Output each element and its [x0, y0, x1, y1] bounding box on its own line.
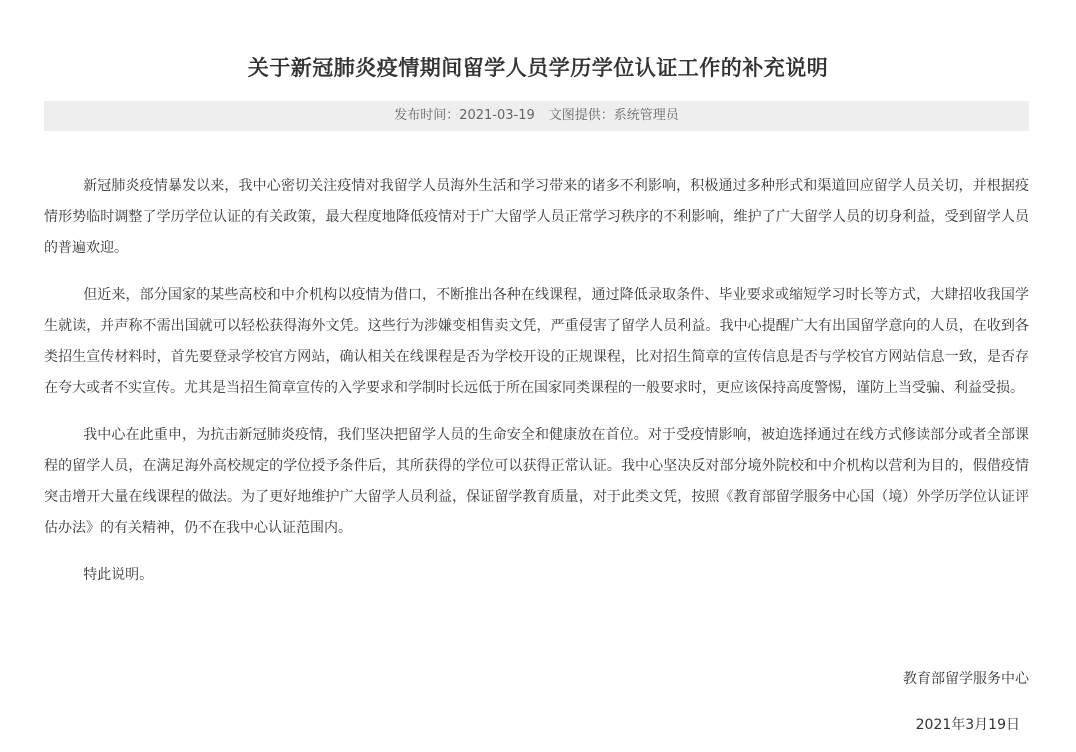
article-meta-bar	[44, 101, 1029, 131]
publish-label: 发布时间：	[394, 108, 460, 123]
article-signature: 教育部留学服务中心	[903, 671, 1029, 687]
article-body	[44, 171, 1029, 607]
article-paragraph-2: 但近来，部分国家的某些高校和中介机构以疫情为借口，不断推出各种在线课程，通过降低录取条件、毕业要求或缩短学习时长等方式，大肆招收我国学生就读，并声称不需出国就可以轻松获得海外文凭。这些行为涉嫌变相售卖文凭，严重侵害了留学人员利益。我中心提醒广大有出国留学意向的人员，在收到各类招生宣传材料时，首先要登录学校官方网站，确认相关在线课程是否为学校开设的正规课程，比对招生简章的宣传信息是否与学校官方网站信息一致，是否存在夸大或者不实宣传。尤其是当招生简章宣传的入学要求和学制时长远低于所在国家同类课程的一般要求时，更应该保持高度警惕，谨防上当受骗、利益受损。	[44, 287, 1029, 396]
article-title: 关于新冠肺炎疫情期间留学人员学历学位认证工作的补充说明	[247, 56, 829, 81]
article-paragraph-1: 新冠肺炎疫情暴发以来，我中心密切关注疫情对我留学人员海外生活和学习带来的诸多不利影响，积极通过多种形式和渠道回应留学人员关切，并根据疫情形势临时调整了学历学位认证的有关政策，最大程度地降低疫情对于广大留学人员正常学习秩序的不利影响，维护了广大留学人员的切身利益，受到留学人员的普遍欢迎。	[44, 178, 1029, 256]
provider-name: 系统管理员	[613, 108, 679, 123]
provider-label: 文图提供：	[548, 108, 614, 123]
article-paragraph-3: 我中心在此重申，为抗击新冠肺炎疫情，我们坚决把留学人员的生命安全和健康放在首位。对于受疫情影响，被迫选择通过在线方式修读部分或者全部课程的留学人员，在满足海外高校规定的学位授予条件后，其所获得的学位可以获得正常认证。我中心坚决反对部分境外院校和中介机构以营利为目的，假借疫情突击增开大量在线课程的做法。为了更好地维护广大留学人员利益，保证留学教育质量，对于此类文凭，按照《教育部留学服务中心国（境）外学历学位认证评估办法》的有关精神，仍不在我中心认证范围内。	[44, 427, 1029, 536]
publish-date: 2021-03-19	[459, 108, 535, 123]
article-date: 2021年3月19日	[915, 717, 1020, 733]
article-paragraph-4: 特此说明。	[83, 567, 154, 583]
